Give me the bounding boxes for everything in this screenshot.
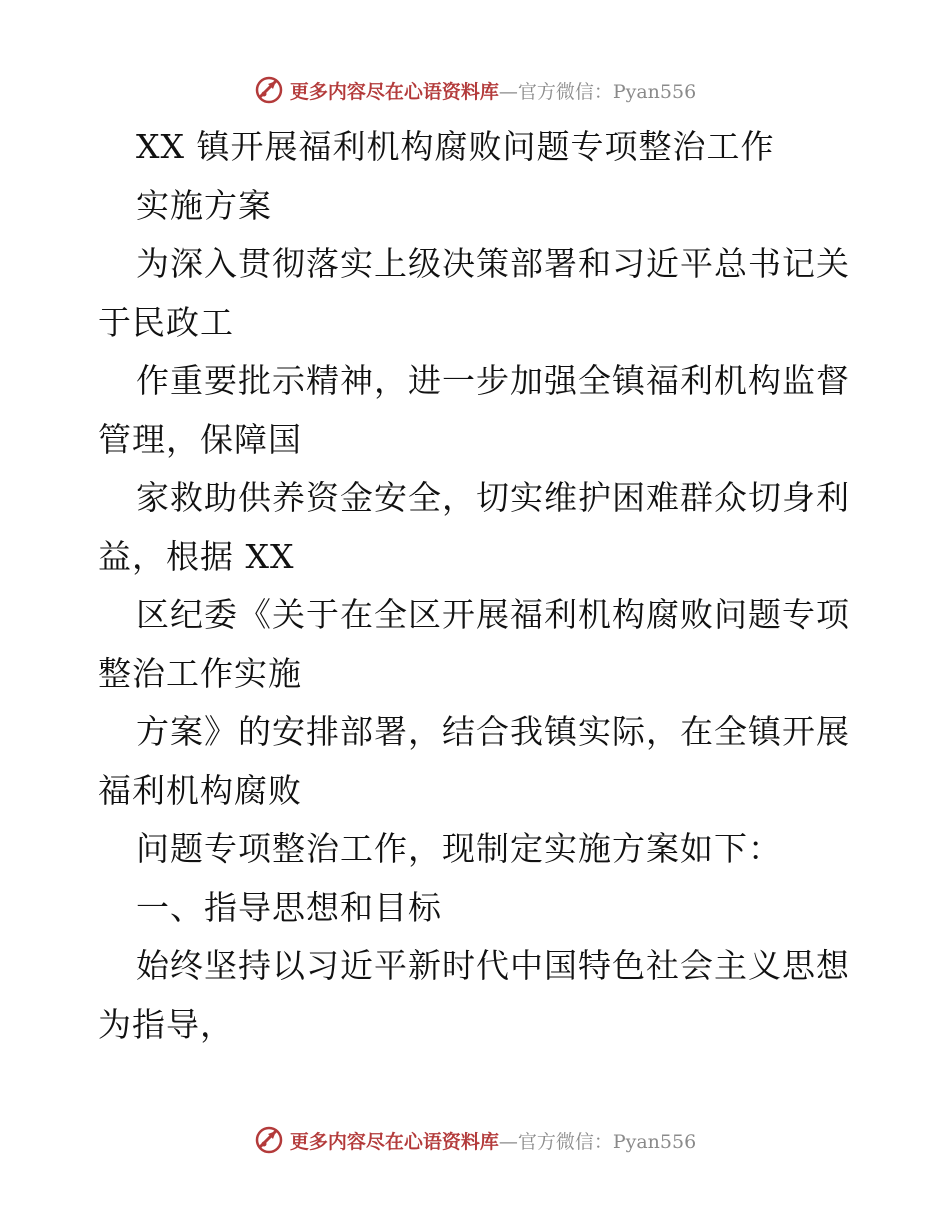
- header-banner: [0, 70, 950, 110]
- paragraph-line: 作重要批示精神，进一步加强全镇福利机构监督: [136, 361, 850, 400]
- document-title: XX 镇开展福利机构腐败问题专项整治工作: [136, 127, 775, 166]
- footer-banner: [0, 1120, 950, 1160]
- paragraph-line: 始终坚持以习近平新时代中国特色社会主义思想: [136, 946, 850, 985]
- document-body: [98, 118, 858, 1054]
- paragraph-line: 管理，保障国: [98, 419, 302, 459]
- banner-text: 更多内容尽在心语资料库—官方微信：Pyan556: [289, 80, 697, 103]
- paragraph-line: 于民政工: [98, 302, 234, 342]
- banner-text: 更多内容尽在心语资料库—官方微信：Pyan556: [289, 1130, 697, 1153]
- document-subtitle: 实施方案: [136, 185, 272, 225]
- paragraph-line: 为深入贯彻落实上级决策部署和习近平总书记关: [136, 244, 850, 283]
- paragraph-line: 为指导，: [98, 1004, 234, 1044]
- paragraph-line: 区纪委《关于在全区开展福利机构腐败问题专项: [136, 595, 850, 634]
- paragraph-line: 家救助供养资金安全，切实维护困难群众切身利: [136, 478, 850, 517]
- paragraph-line: 整治工作实施: [98, 653, 302, 693]
- paragraph-line: 福利机构腐败: [98, 770, 302, 810]
- paragraph-line: 问题专项整治工作，现制定实施方案如下：: [136, 829, 782, 868]
- logo-icon: [254, 1125, 284, 1155]
- paragraph-line: 方案》的安排部署，结合我镇实际，在全镇开展: [136, 712, 850, 751]
- section-heading: 一、指导思想和目标: [136, 887, 442, 927]
- logo-icon: [254, 75, 284, 105]
- paragraph-line: 益，根据 XX: [98, 536, 295, 576]
